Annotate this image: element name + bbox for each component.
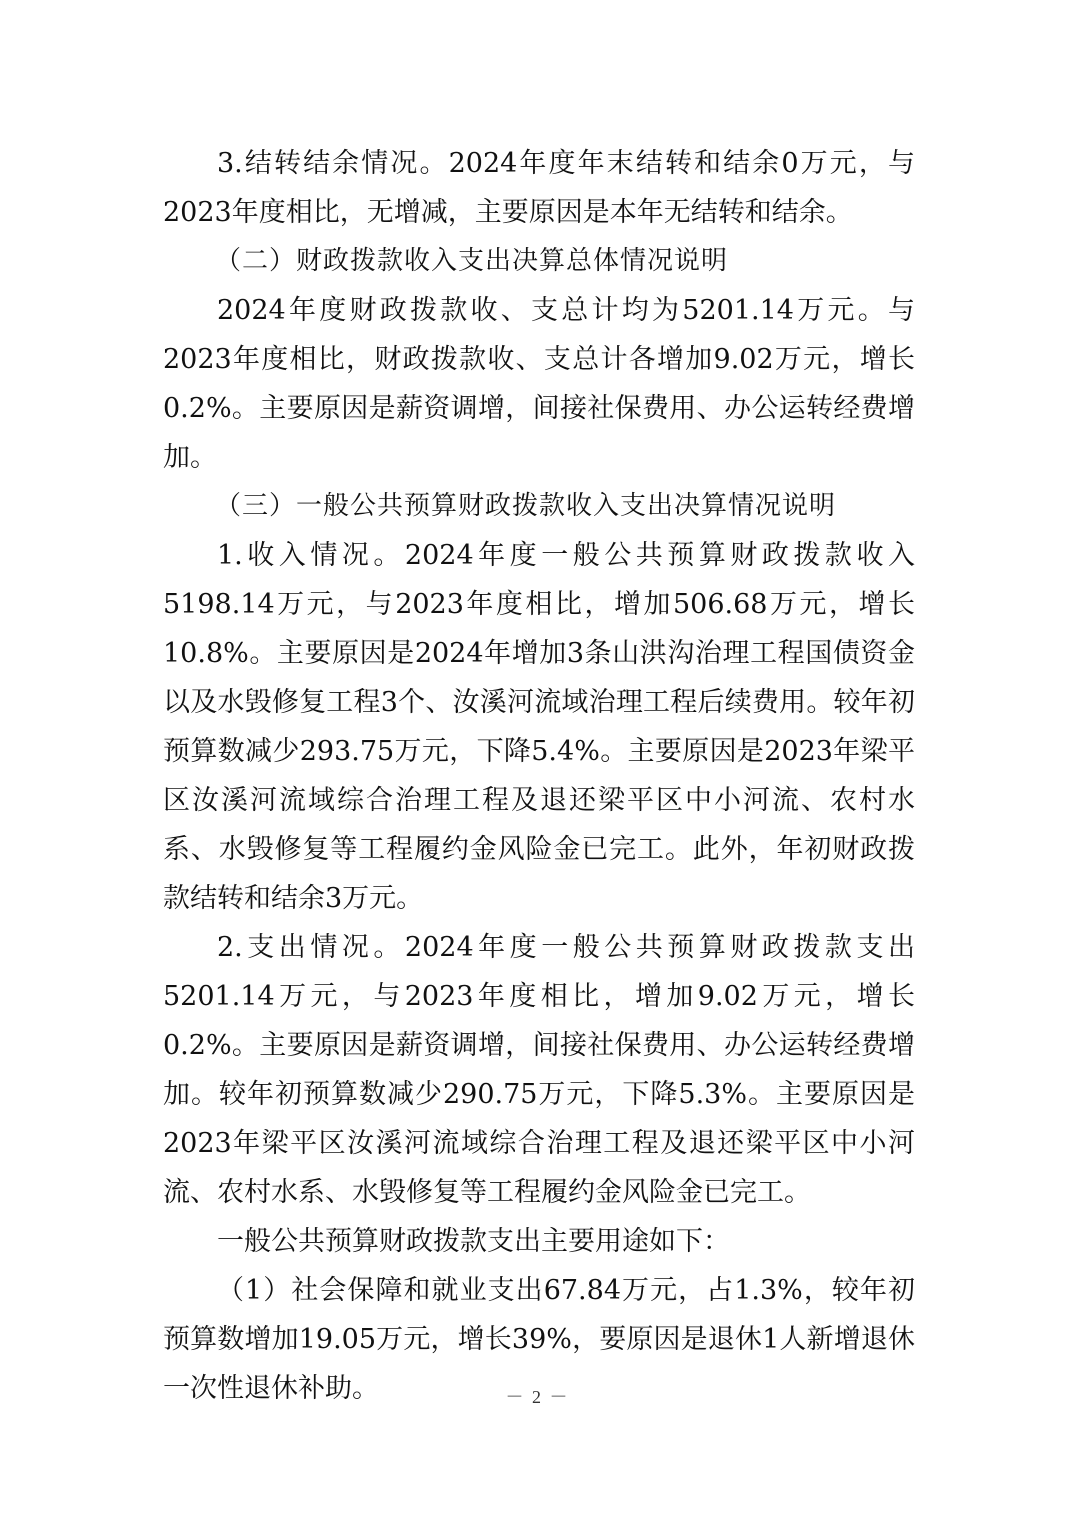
paragraph-expenditure: 2.支出情况。2024年度一般公共预算财政拨款支出5201.14万元，与2023年度相比，增加9.02万元，增长0.2%。主要原因是薪资调增，间接社保费用、办公运转经费增加。较年初预算数减少290.75万元，下降5.3%。主要原因是2023年梁平区汝溪河流域综合治理工程及退还梁平区中小河流、农村水系、水毁修复等工程履约金风险金已完工。 xyxy=(163,932,915,1208)
paragraph-main-uses-intro: 一般公共预算财政拨款支出主要用途如下： xyxy=(217,1226,730,1257)
section-heading-fiscal-overview: （二）财政拨款收入支出决算总体情况说明 xyxy=(215,246,729,276)
paragraph-carryover-balance: 3.结转结余情况。2024年度年末结转和结余0万元，与2023年度相比，无增减，主要原因是本年无结转和结余。 xyxy=(163,148,915,228)
document-body xyxy=(163,139,915,1413)
paragraph-income: 1.收入情况。2024年度一般公共预算财政拨款收入5198.14万元，与2023年度相比，增加506.68万元，增长10.8%。主要原因是2024年增加3条山洪沟治理工程国债资金以及水毁修复工程3个、汝溪河流域治理工程后续费用。较年初预算数减少293.75万元，下降5.4%。主要原因是2023年梁平区汝溪河流域综合治理工程及退还梁平区中小河流、农村水系、水毁修复等工程履约金风险金已完工。此外，年初财政拨款结转和结余3万元。 xyxy=(163,540,915,914)
section-heading-general-budget: （三）一般公共预算财政拨款收入支出决算情况说明 xyxy=(215,491,837,521)
paragraph-social-security: （1）社会保障和就业支出67.84万元，占1.3%，较年初预算数增加19.05万元，增长39%，要原因是退休1人新增退休一次性退休补助。 xyxy=(163,1275,915,1404)
paragraph-fiscal-totals: 2024年度财政拨款收、支总计均为5201.14万元。与2023年度相比，财政拨款收、支总计各增加9.02万元，增长0.2%。主要原因是薪资调增，间接社保费用、办公运转经费增加。 xyxy=(163,295,915,473)
page-number: － 2 － xyxy=(505,1387,570,1407)
